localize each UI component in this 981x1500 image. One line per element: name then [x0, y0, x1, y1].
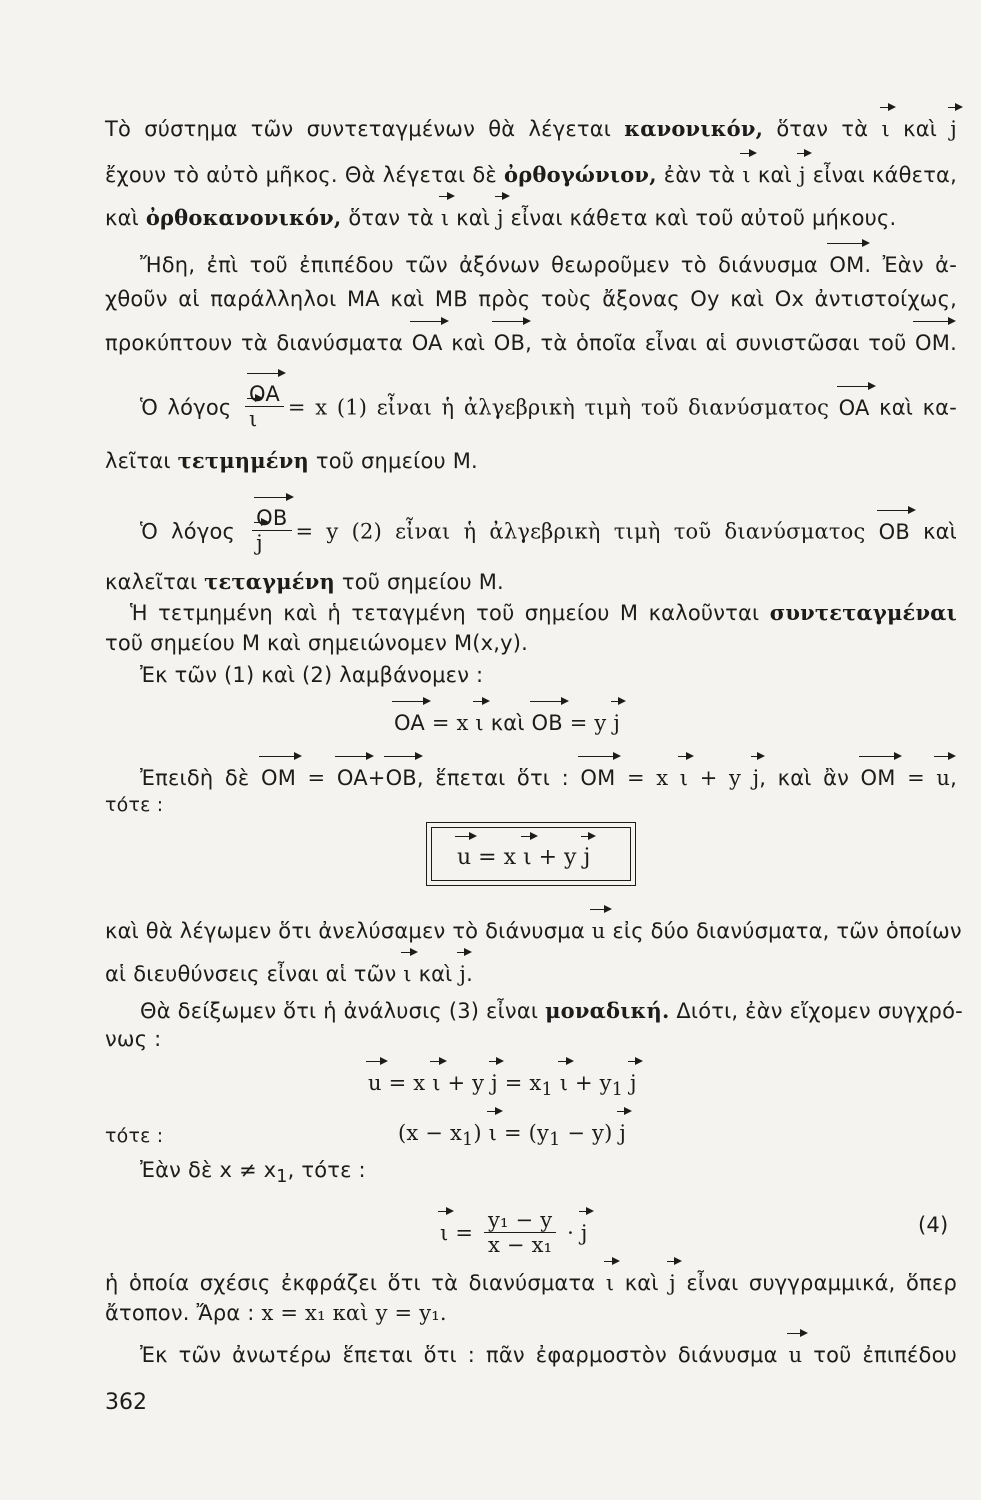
text-line: τότε :	[105, 1125, 164, 1147]
text-line: ἡ ὁποία σχέσις ἐκφράζει ὅτι τὰ διανύσματα ι καὶ j εἶναι συγγραμμικά, ὅπερ	[105, 1271, 957, 1295]
fraction	[252, 506, 291, 555]
term-orthokanonikon: ὀρθοκανονικόν,	[145, 205, 342, 230]
vector-j: j	[669, 1271, 676, 1295]
vector-j: j	[580, 1221, 588, 1245]
vector-i: ι	[679, 766, 689, 790]
vector-i: ι	[742, 163, 751, 187]
term-monadiki: μοναδική.	[545, 998, 670, 1023]
text-line: Τὸ σύστημα τῶν συντεταγμένων θὰ λέγεται κανονικόν, ὅταν τὰ ι καὶ j	[105, 116, 957, 141]
vector-OA: OA	[838, 395, 870, 420]
text-line: καὶ θὰ λέγωμεν ὅτι ἀνελύσαμεν τὸ διάνυσμα u εἰς δύο διανύσματα, τῶν ὁποίων	[105, 919, 962, 943]
text-line: νως :	[105, 1027, 162, 1051]
vector-i: ι	[475, 711, 484, 735]
vector-OA: OA	[394, 711, 425, 735]
vector-i: ι	[432, 1071, 441, 1095]
vector-j: j	[798, 163, 806, 187]
vector-OB: OB	[493, 331, 526, 355]
text-line: ἔχουν τὸ αὐτὸ μῆκος. Θὰ λέγεται δὲ ὀρθογώνιον, ἐὰν τὰ ι καὶ j εἶναι κάθετα,	[105, 162, 957, 187]
text-line: τοῦ σημείου Μ καὶ σημειώνομεν Μ(x,y).	[105, 631, 529, 655]
vector-i: ι	[440, 206, 450, 230]
vector-j: j	[496, 206, 504, 230]
ratio-line-1: Ὁ λόγος $\frac{OA}{\iota}$ = x (1) εἶναι ἡ ἀλγεβρικὴ τιμὴ τοῦ διανύσματος OA καὶ κα-	[140, 382, 957, 431]
vector-j: j	[619, 1121, 627, 1145]
equation-tag: (4)	[918, 1213, 949, 1237]
vector-OB: OB	[531, 711, 563, 735]
text-line: Ἐὰν δὲ $x \ne x_1$, τότε :	[140, 1158, 366, 1188]
vector-j: j	[950, 117, 957, 141]
vector-i: ι	[605, 1271, 615, 1295]
equation-components: OA = x ι καὶ OB = y j	[394, 711, 621, 735]
vector-i: ι	[488, 1121, 498, 1145]
equation-difference: $(x - x_1)$ $\iota = (y_1 - y)$ j	[398, 1121, 627, 1151]
page-number: 362	[105, 1390, 147, 1415]
vector-i: ι	[559, 1071, 569, 1095]
text-line: χθοῦν αἱ παράλληλοι ΜΑ καὶ ΜΒ πρὸς τοὺς ἄξονας Oy καὶ Ox ἀντιστοίχως,	[105, 287, 957, 311]
vector-OB: OB	[256, 506, 288, 530]
vector-i: ι	[440, 1221, 449, 1245]
text-line: Ἐπειδὴ δὲ OM = OA+OB, ἕπεται ὅτι : OM = x ι + y j, καὶ ἂν OM = u,	[140, 766, 958, 790]
term-syntetagmenai: συντεταγμέναι	[769, 600, 957, 625]
vector-OB: OB	[385, 766, 417, 790]
text-line: λεῖται τετμημένη τοῦ σημείου Μ.	[105, 448, 478, 473]
vector-OB: OB	[878, 519, 910, 544]
text-line: Ἡ τετμημένη καὶ ἡ τεταγμένη τοῦ σημείου Μ καλοῦνται συντεταγμέναι	[130, 600, 957, 625]
text-line: καὶ ὀρθοκανονικόν, ὅταν τὰ ι καὶ j εἶναι κάθετα καὶ τοῦ αὐτοῦ μήκους.	[105, 205, 897, 230]
vector-u: u	[457, 845, 472, 870]
fraction	[245, 382, 284, 431]
vector-j: j	[491, 1071, 498, 1095]
text-line: Ἐκ τῶν ἀνωτέρω ἕπεται ὅτι : πᾶν ἐφαρμοστὸν διάνυσμα u τοῦ ἐπιπέδου	[140, 1343, 957, 1367]
vector-OM: OM	[829, 253, 865, 277]
ratio-line-2: Ὁ λόγος $\frac{OB}{j}$ = y (2) εἶναι ἡ ἀλγεβρικὴ τιμὴ τοῦ διανύσματος OB καὶ	[140, 506, 957, 555]
vector-OA: OA	[248, 382, 280, 406]
text-line: αἱ διευθύνσεις εἶναι αἱ τῶν ι καὶ j.	[105, 962, 473, 986]
term-tetmimeni: τετμημένη	[177, 448, 310, 473]
term-orthogonion: ὀρθογώνιον,	[504, 162, 657, 187]
vector-u: u	[368, 1071, 382, 1095]
equation-two-decompositions: u = x ι + y $j = x_1$ $\iota + y_1$ j	[368, 1071, 637, 1101]
vector-j: j	[752, 766, 760, 790]
vector-i: ι	[403, 962, 412, 986]
vector-i: ι	[523, 845, 532, 870]
vector-OM: OM	[260, 766, 297, 790]
vector-j: j	[459, 962, 467, 986]
term-tetagmeni: τεταγμένη	[204, 569, 335, 594]
vector-i: ι	[881, 117, 890, 141]
vector-OA: OA	[411, 331, 443, 355]
vector-OM: OM	[915, 331, 951, 355]
vector-u: u	[788, 1343, 803, 1367]
boxed-equation: u = x ι + y j	[426, 822, 636, 886]
vector-i: ι	[248, 407, 258, 431]
vector-OM: OM	[860, 766, 896, 790]
vector-j: j	[256, 531, 263, 555]
vector-OA: OA	[336, 766, 368, 790]
text-line: καλεῖται τεταγμένη τοῦ σημείου Μ.	[105, 569, 504, 594]
text-line: ἄτοπον. Ἄρα : x = x₁ καὶ y = y₁.	[105, 1301, 447, 1325]
vector-j: j	[629, 1071, 637, 1095]
text-line: Ἤδη, ἐπὶ τοῦ ἐπιπέδου τῶν ἀξόνων θεωροῦμεν τὸ διάνυσμα OM. Ἐὰν ἀ-	[140, 253, 957, 277]
equation-collinear: ι = $\frac{\text{y₁ − y}}{\text{x − x₁}}$ · j	[440, 1208, 588, 1257]
vector-OM: OM	[580, 766, 616, 790]
text-line: Θὰ δείξωμεν ὅτι ἡ ἀνάλυσις (3) εἶναι μοναδική. Διότι, ἐὰν εἴχομεν συγχρό-	[140, 998, 963, 1023]
text-line: προκύπτουν τὰ διανύσματα OA καὶ OB, τὰ ὁποῖα εἶναι αἱ συνιστῶσαι τοῦ OM.	[105, 331, 957, 355]
vector-u: u	[591, 919, 606, 943]
vector-j: j	[583, 845, 591, 870]
vector-u: u	[936, 766, 951, 790]
text-line: τότε :	[105, 794, 164, 816]
fraction: $\frac{\text{y₁ − y}}{\text{x − x₁}}$	[484, 1208, 556, 1257]
vector-j: j	[613, 711, 621, 735]
term-kanonikon: κανονικόν,	[624, 116, 764, 141]
text-line: Ἐκ τῶν (1) καὶ (2) λαμβάνομεν :	[140, 663, 484, 687]
